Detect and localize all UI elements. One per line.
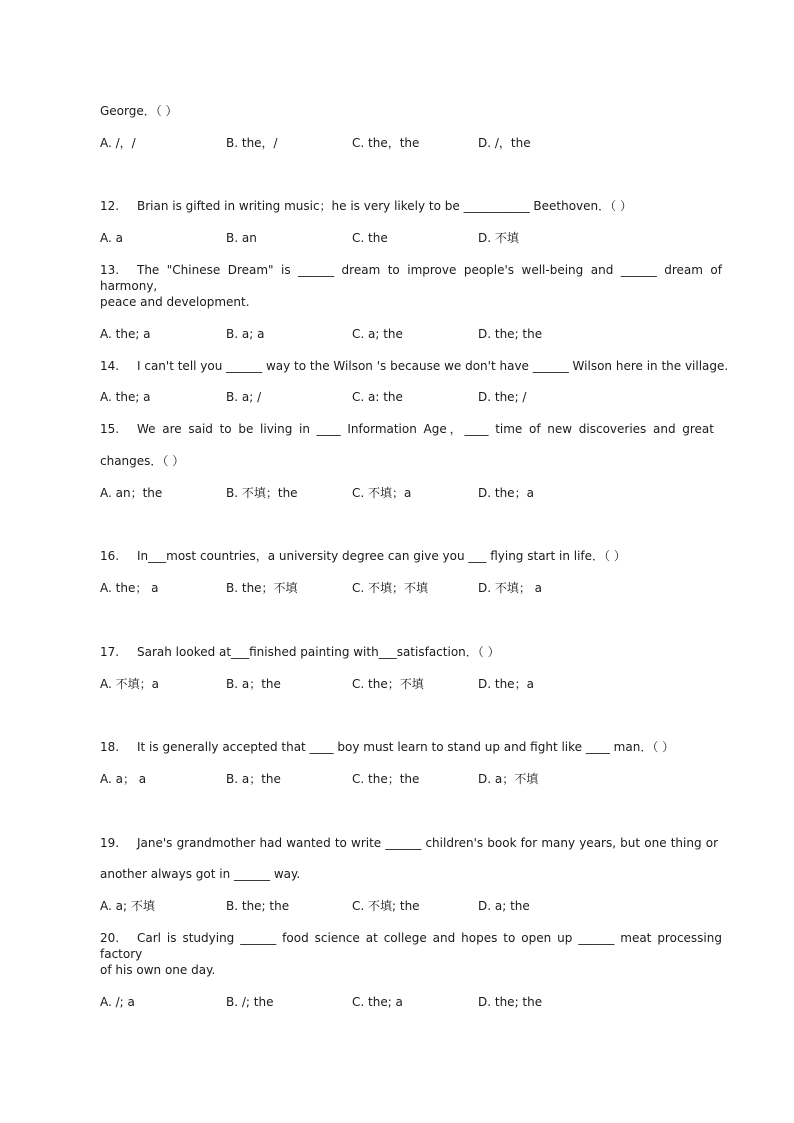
option-d[interactable]: D. the；a <box>478 486 534 500</box>
question-12-stem <box>100 198 632 214</box>
option-c[interactable]: C. 不填；不填 <box>352 581 429 595</box>
option-b[interactable]: B. a; / <box>226 390 262 404</box>
question-18-options <box>100 771 660 787</box>
option-c[interactable]: C. the；the <box>352 772 420 786</box>
question-14-options <box>100 389 660 405</box>
option-b[interactable]: B. a；the <box>226 677 281 691</box>
question-number: 14. <box>100 359 120 373</box>
question-20-stem <box>100 930 722 962</box>
question-number: 13. <box>100 263 120 277</box>
option-d[interactable]: D. 不填 <box>478 231 519 245</box>
option-c[interactable]: C. the，the <box>352 136 420 150</box>
option-d[interactable]: D. the; the <box>478 995 543 1009</box>
question-15-options <box>100 485 660 501</box>
option-d[interactable]: D. a; the <box>478 899 530 913</box>
question-text: I can't tell you ______ way to the Wilson 's because we don't have ______ Wilson here in the village. <box>137 359 729 373</box>
question-text: Jane's grandmother had wanted to write ______ children's book for many years, but one thing or <box>137 836 718 850</box>
question-19-stem <box>100 835 718 851</box>
question-13-options <box>100 326 660 342</box>
option-a[interactable]: A. the; a <box>100 390 151 404</box>
question-text: The "Chinese Dream" is ______ dream to improve people's well-being and ______ dream of harmony, <box>100 263 722 293</box>
option-c[interactable]: C. 不填；a <box>352 486 412 500</box>
option-c[interactable]: C. the; a <box>352 995 403 1009</box>
option-d[interactable]: D. the；a <box>478 677 534 691</box>
option-a[interactable]: A. /，/ <box>100 136 136 150</box>
question-20-options <box>100 994 660 1010</box>
question-17-options <box>100 676 660 692</box>
question-17-stem <box>100 644 500 660</box>
question-text: Brian is gifted in writing music；he is very likely to be ___________ Beethoven．（ ） <box>137 199 632 213</box>
option-a[interactable]: A. a <box>100 231 123 245</box>
question-13-stem-continuation: peace and development. <box>100 295 250 309</box>
option-b[interactable]: B. the；不填 <box>226 581 298 595</box>
option-d[interactable]: D. the; the <box>478 327 543 341</box>
option-a[interactable]: A. an；the <box>100 486 163 500</box>
option-d[interactable]: D. a；不填 <box>478 772 539 786</box>
option-a[interactable]: A. the; a <box>100 327 151 341</box>
question-19-options <box>100 898 660 914</box>
option-a[interactable]: A. the； a <box>100 581 159 595</box>
question-number: 18. <box>100 740 120 754</box>
option-b[interactable]: B. 不填；the <box>226 486 298 500</box>
question-number: 15. <box>100 422 120 436</box>
option-b[interactable]: B. a；the <box>226 772 281 786</box>
question-11-options <box>100 135 660 151</box>
option-a[interactable]: A. a; 不填 <box>100 899 155 913</box>
option-b[interactable]: B. the; the <box>226 899 290 913</box>
question-number: 20. <box>100 931 120 945</box>
option-c[interactable]: C. a: the <box>352 390 403 404</box>
option-a[interactable]: A. a； a <box>100 772 147 786</box>
option-d[interactable]: D. 不填； a <box>478 581 543 595</box>
question-15-stem <box>100 421 714 437</box>
option-c[interactable]: C. the <box>352 231 388 245</box>
option-c[interactable]: C. a; the <box>352 327 403 341</box>
question-text: Sarah looked at___finished painting with___satisfaction．（ ） <box>137 645 500 659</box>
option-d[interactable]: D. /，the <box>478 136 531 150</box>
option-c[interactable]: C. the；不填 <box>352 677 424 691</box>
question-number: 12. <box>100 199 120 213</box>
question-text: In___most countries，a university degree can give you ___ flying start in life．（ ） <box>137 549 626 563</box>
question-13-stem <box>100 262 722 294</box>
question-text: Carl is studying ______ food science at college and hopes to open up ______ meat processing factory <box>100 931 722 961</box>
option-c[interactable]: C. 不填; the <box>352 899 420 913</box>
question-11-stem-end: George．（ ） <box>100 104 178 118</box>
option-d[interactable]: D. the; / <box>478 390 527 404</box>
question-16-options <box>100 580 660 596</box>
question-18-stem <box>100 739 674 755</box>
option-a[interactable]: A. 不填；a <box>100 677 159 691</box>
question-number: 16. <box>100 549 120 563</box>
option-b[interactable]: B. the，/ <box>226 136 278 150</box>
question-19-stem-continuation: another always got in ______ way. <box>100 867 301 881</box>
question-text: It is generally accepted that ____ boy must learn to stand up and fight like ____ man．（ ） <box>137 740 675 754</box>
option-a[interactable]: A. /; a <box>100 995 135 1009</box>
question-15-stem-continuation: changes．（ ） <box>100 454 185 468</box>
question-text: We are said to be living in ____ Information Age，____ time of new discoveries and great <box>137 422 714 436</box>
question-number: 17. <box>100 645 120 659</box>
option-b[interactable]: B. /; the <box>226 995 274 1009</box>
question-number: 19. <box>100 836 120 850</box>
question-20-stem-continuation: of his own one day. <box>100 963 216 977</box>
question-12-options <box>100 230 660 246</box>
question-16-stem <box>100 548 626 564</box>
question-14-stem <box>100 358 728 374</box>
option-b[interactable]: B. a; a <box>226 327 265 341</box>
option-b[interactable]: B. an <box>226 231 257 245</box>
